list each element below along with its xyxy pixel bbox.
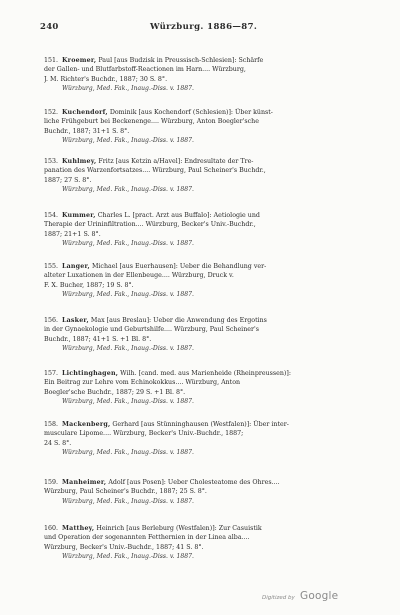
entry-number: 158. (44, 421, 59, 428)
dissertation-note: Würzburg, Med. Fak., Inaug.-Diss. v. 1887. (62, 185, 194, 193)
entry-text: Charles L. [pract. Arzt aus Buffalo]: Aetiologie und (97, 212, 260, 219)
entry-line (62, 108, 362, 117)
author-name: Kummer, (62, 212, 96, 219)
entry-text: Adolf [aus Posen]: Ueber Cholesteatome des Ohres.... (108, 479, 280, 486)
entry-line (62, 420, 362, 429)
entry-line: liche Frühgeburt bei Beckenenge.... Würzburg, Anton Boegler'sche (44, 118, 259, 126)
author-name: Kroemer, (62, 57, 97, 64)
entry-number: 157. (44, 370, 59, 377)
entry-text: Michael [aus Euerhausen]: Ueber die Behandlung ver- (91, 263, 267, 270)
entry-text: Heinrich [aus Berleburg (Westfalen)]: Zur Casuistik (96, 525, 262, 532)
entry-number: 156. (44, 317, 59, 324)
bibliography-entry (44, 262, 362, 299)
entry-line (62, 369, 362, 378)
dissertation-note: Würzburg, Med. Fak., Inaug.-Diss. v. 1887. (62, 552, 194, 560)
bibliography-entry (44, 524, 362, 561)
entry-line: Würzburg, Becker's Univ.-Buchdr., 1887; 41 S. 8°. (44, 543, 204, 551)
bibliography-entry (44, 157, 362, 194)
dissertation-note: Würzburg, Med. Fak., Inaug.-Diss. v. 1887. (62, 290, 194, 298)
entry-number: 151. (44, 57, 59, 64)
page-number: 240 (40, 22, 59, 32)
google-logo: Google (300, 590, 339, 602)
entry-line (62, 157, 362, 166)
author-name: Kuhlmey, (62, 158, 97, 165)
entry-line: Boegler'sche Buchdr., 1887; 29 S. +1 Bl. 8°. (44, 388, 186, 396)
entry-line (62, 211, 362, 220)
bibliography-entry (44, 211, 362, 248)
entry-line: und Operation der sogenannten Fetthernien in der Linea alba.... (44, 534, 250, 542)
bibliography-entry (44, 56, 362, 93)
author-name: Langer, (62, 263, 90, 270)
dissertation-note: Würzburg, Med. Fak., Inaug.-Diss. v. 1887. (62, 497, 194, 505)
entry-line: F. X. Bucher, 1887; 19 S. 8°. (44, 281, 134, 289)
author-name: Matthey, (62, 525, 95, 532)
entry-line (62, 262, 362, 271)
entry-number: 152. (44, 109, 59, 116)
dissertation-note: Würzburg, Med. Fak., Inaug.-Diss. v. 1887. (62, 344, 194, 352)
entry-line: Therapie der Urininfiltration.... Würzburg, Becker's Univ.-Buchdr., (44, 221, 256, 229)
entry-line: 24 S. 8°. (44, 439, 72, 447)
dissertation-note: Würzburg, Med. Fak., Inaug.-Diss. v. 1887. (62, 136, 194, 144)
entry-line: 1887; 27 S. 8°. (44, 176, 92, 184)
author-name: Mackenberg, (62, 421, 111, 428)
author-name: Kuchendorf, (62, 109, 108, 116)
entry-line (62, 316, 362, 325)
running-title: Würzburg. 1886—87. (150, 22, 258, 32)
entry-text: Paul [aus Budzisk in Preussisch-Schlesien]: Schärfe (98, 57, 264, 64)
entry-line (62, 56, 362, 65)
entry-line (62, 478, 362, 487)
entry-line: musculare Lipome.... Würzburg, Becker's Univ.-Buchdr., 1887; (44, 430, 244, 438)
watermark-prefix: Digitized by (262, 595, 295, 601)
dissertation-note: Würzburg, Med. Fak., Inaug.-Diss. v. 1887. (62, 448, 194, 456)
bibliography-entry (44, 420, 362, 457)
bibliography-entry (44, 316, 362, 353)
entry-line (62, 524, 362, 533)
entry-line: 1887; 21+1 S. 8°. (44, 230, 101, 238)
entry-text: Dominik [aus Kochendorf (Schlesien)]: Über künst- (109, 109, 273, 116)
entry-line: Würzburg, Paul Scheiner's Buchdr., 1887; 25 S. 8°. (44, 488, 207, 496)
entry-number: 159. (44, 479, 59, 486)
author-name: Lasker, (62, 317, 89, 324)
entry-line: alteter Luxationen in der Ellenbeuge.... Würzburg, Druck v. (44, 272, 234, 280)
entry-line: in der Gynaekologie und Geburtshilfe.... Würzburg, Paul Scheiner's (44, 326, 259, 334)
entry-text: Max [aus Breslau]: Ueber die Anwendung des Ergotins (90, 317, 267, 324)
dissertation-note: Würzburg, Med. Fak., Inaug.-Diss. v. 1887. (62, 84, 194, 92)
entry-line: J. M. Richter's Buchdr., 1887; 30 S. 8°. (44, 75, 168, 83)
bibliography-entry (44, 369, 362, 406)
bibliography-entry (44, 478, 362, 506)
entry-number: 153. (44, 158, 59, 165)
google-watermark (262, 589, 362, 605)
entry-text: Gerhard [aus Stünninghausen (Westfalen)]: Über inter- (112, 421, 289, 428)
entry-line: panation des Warzenfortsatzes.... Würzburg, Paul Scheiner's Buchdr., (44, 167, 266, 175)
entry-number: 155. (44, 263, 59, 270)
dissertation-note: Würzburg, Med. Fak., Inaug.-Diss. v. 1887. (62, 239, 194, 247)
author-name: Manheimer, (62, 479, 107, 486)
entry-text: Wilh. [cand. med. aus Marienheide (Rheinpreussen)]: (120, 370, 291, 377)
entry-line: Ein Beitrag zur Lehre vom Echinokokkus.... Würzburg, Anton (44, 379, 241, 387)
entry-line: Buchdr., 1887; 41+1 S. +1 Bl. 8°. (44, 335, 152, 343)
entry-line: Buchdr., 1887; 31+1 S. 8°. (44, 127, 130, 135)
author-name: Lichtinghagen, (62, 370, 119, 377)
bibliography-entry (44, 108, 362, 145)
entry-line: der Gallen- und Blutfarbstoff-Reactionen im Harn.... Würzburg, (44, 66, 246, 74)
entry-text: Fritz [aus Ketzin a/Havel]: Endresultate der Tre- (98, 158, 254, 165)
entry-number: 160. (44, 525, 59, 532)
dissertation-note: Würzburg, Med. Fak., Inaug.-Diss. v. 1887. (62, 397, 194, 405)
entry-number: 154. (44, 212, 59, 219)
